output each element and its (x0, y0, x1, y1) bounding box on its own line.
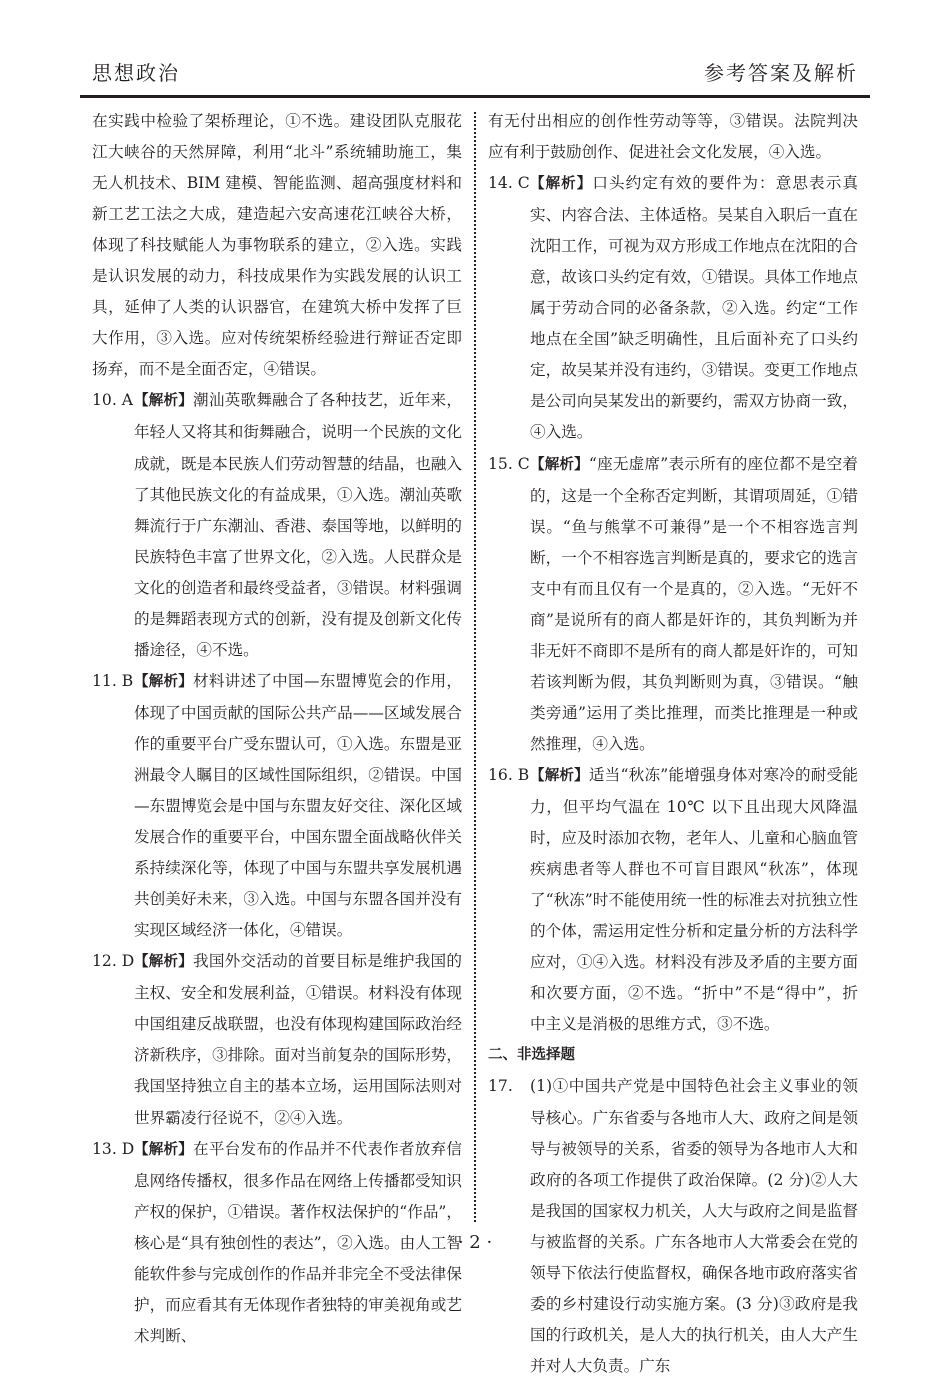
item-text: 口头约定有效的要件为：意思表示真实、内容合法、主体适格。吴某自入职后一直在沈阳工作，可视为双方形成工作地点在沈阳的合意，故该口头约定有效，①错误。具体工作地点属于劳动合同的必备条款，②入选。约定“工作地点在全国”缺乏明确性，且后面补充了口头约定，故吴某并没有违约，③错误。变更工作地点是公司向吴某发出的新要约，需双方协商一致，④入选。 (530, 174, 858, 442)
analysis-tag: 【解析】 (134, 673, 193, 690)
analysis-tag: 【解析】 (530, 176, 593, 193)
left-column (92, 106, 462, 1352)
item-text: 在平台发布的作品并不代表作者放弃信息网络传播权，很多作品在网络上传播都受知识产权的保护，①错误。著作权法保护的“作品”，核心是“具有独创性的表达”，②入选。由人工智能软件参与完成创作的作品并非完全不受法律保护，而应看其有无体现作者独特的审美视角或艺术判断、 (134, 1139, 462, 1345)
item-text: (1)①中国共产党是中国特色社会主义事业的领导核心。广东省委与各地市人大、政府之间是领导与被领导的关系，省委的领导为各地市人大和政府的各项工作提供了政治保障。(2 分)②人大是我国的国家权力机关，人大与政府之间是监督与被监督的关系。广东各地市人大常委会在党的领导下依法行使监督权，确保各地市政府落实省委的乡村建设行动实施方案。(3 分)③政府是我国的行政机关，是人大的执行机关，由人大产生并对人大负责。广东 (530, 1077, 858, 1375)
analysis-tag: 【解析】 (134, 1141, 193, 1158)
answer-item-16 (488, 760, 858, 1040)
item-number: 12. D (92, 952, 135, 971)
item-text: 适当“秋冻”能增强身体对寒冷的耐受能力，但平均气温在 10℃ 以下且出现大风降温时，应及时添加衣物，老年人、儿童和心脑血管疾病患者等人群也不可盲目跟风“秋冻”，体现了“秋冻”时不能使用统一性的标准去对抗独立性的个体，需运用定性分析和定量分析的方法科学应对，①④入选。材料没有涉及矛盾的主要方面和次要方面，②不选。“折中”不是“得中”，折中主义是消极的思维方式，③不选。 (530, 765, 859, 1034)
continuation-paragraph (92, 106, 462, 385)
right-column (488, 106, 858, 1382)
column-divider (474, 112, 476, 1222)
item-number: 10. A (92, 391, 134, 410)
continuation-paragraph (488, 106, 858, 168)
answer-item-17 (488, 1071, 858, 1381)
item-number: 14. C (488, 174, 530, 193)
item-text: 我国外交活动的首要目标是维护我国的主权、安全和发展利益，①错误。材料没有体现中国组建反战联盟，也没有体现构建国际政治经济新秩序，③排除。面对当前复杂的国际形势，我国坚持独立自主的基本立场，运用国际法则对世界霸凌行径说不，②④入选。 (134, 952, 462, 1127)
item-text: “座无虚席”表示所有的座位都不是空着的，这是一个全称否定判断，其谓项周延，①错误。“鱼与熊掌不可兼得”是一个不相容选言判断，一个不相容选言判断是真的，要求它的选言支中有而且仅有一个是真的，②入选。“无奸不商”是说所有的商人都是奸诈的，其负判断为并非无奸不商即不是所有的商人都是奸诈的，可知若该判断为假，其负判断则为真，③错误。“触类旁通”运用了类比推理，而类比推理是一种或然推理，④入选。 (530, 454, 859, 753)
answer-item-11 (92, 666, 462, 946)
page-number: · 2 · (457, 1232, 493, 1253)
section-title: 参考答案及解析 (704, 61, 858, 85)
answer-item-15 (488, 449, 858, 760)
page-header (80, 55, 870, 95)
item-text: 潮汕英歌舞融合了各种技艺，近年来，年轻人又将其和街舞融合，说明一个民族的文化成就，既是本民族人们劳动智慧的结晶，也融入了其他民族文化的有益成果，①入选。潮汕英歌舞流行于广东潮汕、香港、泰国等地，以鲜明的民族特色丰富了世界文化，②入选。人民群众是文化的创造者和最终受益者，③错误。材料强调的是舞蹈表现方式的创新，没有提及创新文化传播途径，④不选。 (134, 391, 462, 659)
header-rule (80, 95, 870, 98)
paragraph-text: 有无付出相应的创作性劳动等等，③错误。法院判决应有利于鼓励创作、促进社会文化发展，④入选。 (488, 112, 858, 162)
item-number: 17. (488, 1077, 513, 1096)
item-number: 15. C (488, 454, 530, 473)
answer-item-10 (92, 385, 462, 665)
section-heading: 二、非选择题 (488, 1047, 575, 1064)
answer-item-12 (92, 946, 462, 1133)
item-number: 11. B (92, 671, 134, 690)
analysis-tag: 【解析】 (134, 954, 193, 971)
item-number: 16. B (488, 765, 530, 784)
item-text: 材料讲述了中国—东盟博览会的作用，体现了中国贡献的国际公共产品——区域发展合作的重要平台广受东盟认可，①入选。东盟是亚洲最令人瞩目的区域性国际组织，②错误。中国—东盟博览会是中国与东盟友好交往、深化区域发展合作的重要平台，中国东盟全面战略伙伴关系持续深化等，体现了中国与东盟共享发展机遇共创美好未来，③入选。中国与东盟各国并没有实现区域经济一体化，④错误。 (134, 671, 462, 940)
analysis-tag: 【解析】 (134, 393, 193, 410)
analysis-tag: 【解析】 (530, 456, 589, 473)
analysis-tag: 【解析】 (530, 767, 589, 784)
answer-item-14 (488, 168, 858, 448)
subject-title: 思想政治 (92, 61, 180, 85)
paragraph-text: 在实践中检验了架桥理论，①不选。建设团队克服花江大峡谷的天然屏障，利用“北斗”系统辅助施工，集无人机技术、BIM 建模、智能监测、超高强度材料和新工艺工法之大成，建造起六安高速花江峡谷大桥，体现了科技赋能人为事物联系的建立，②入选。实践是认识发展的动力，科技成果作为实践发展的认识工具，延伸了人类的认识器官，在建筑大桥中发挥了巨大作用，③入选。应对传统架桥经验进行辩证否定即扬弃，而不是全面否定，④错误。 (92, 112, 462, 379)
item-number: 13. D (92, 1139, 135, 1158)
